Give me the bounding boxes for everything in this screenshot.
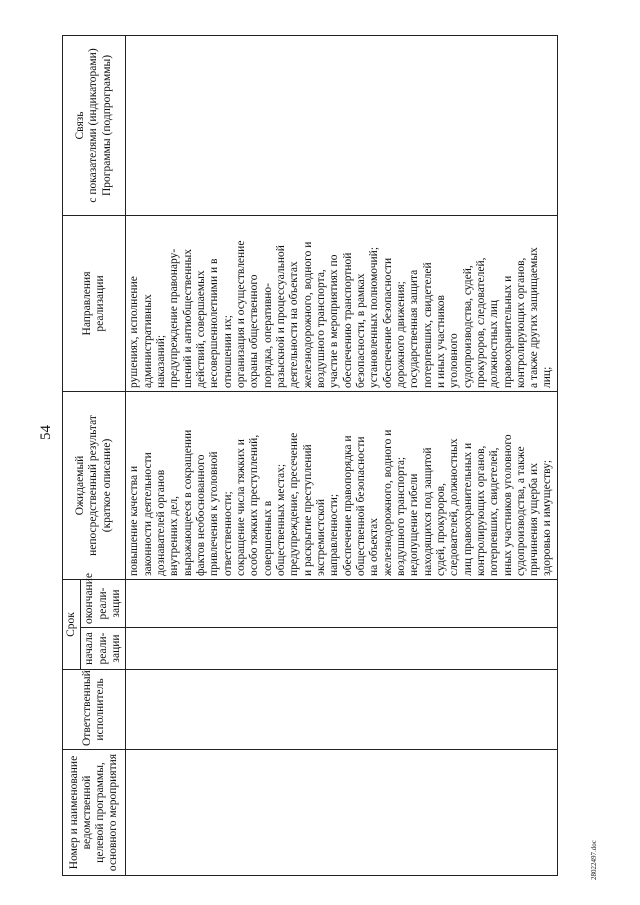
cell-link (126, 35, 558, 215)
document-filename: 28022497.doc (590, 840, 598, 880)
header-term: Срок (63, 579, 81, 669)
cell-responsible (126, 670, 558, 750)
header-expected-result: Ожидаемый непосредственный результат (краткое описание) (63, 391, 126, 579)
table-row (126, 35, 558, 875)
header-end: окончание реали- зации (81, 579, 126, 627)
header-directions: Направления реализации (63, 215, 126, 391)
header-start: начала реали- зации (81, 628, 126, 670)
cell-directions: рушениях, исполнение административных наказаний; предупреждение правонару- шений и антиобщественных действий, совершаемых несовершеннолетними и в отношении их; организация и осуществление охраны общественного порядка, оперативно- разыскной и процессуальной деятельности на объектах железнодорожного, водного и воздушного транспорта, участие в мероприятиях по обеспечению транспортной безопасности, в рамках установленных полномочий; обеспечение безопасности дорожного движения; государственная защита потерпевших, свидетелей и иных участников уголовного судопроизводства, судей, прокуроров, следователей, должностных лиц правоохранительных и контролирующих органов, а также других защищаемых лиц; (126, 215, 558, 391)
cell-expected-result: повышение качества и законности деятельности дознавателей органов внутренних дел, выражающееся в сокращении фактов необоснованного привлечения к уголовной ответственности; сокращение числа тяжких и особо тяжких преступлений, совершенных в общественных местах; предупреждение, пресечение и раскрытие преступлений экстремистской направленности; обеспечение правопорядка и общественной безопасности на объектах железнодорожного, водного и воздушного транспорта; недопущение гибели находящихся под защитой судей, прокуроров, следователей, должностных лиц правоохранительных и контролирующих органов, потерпевших, свидетелей, иных участников уголовного судопроизводства, а также причинения ущерба их здоровью и имуществу; (126, 391, 558, 579)
header-responsible: Ответственный исполнитель (63, 670, 126, 750)
header-link: Связь с показателями (индикаторами) Программы (подпрограммы) (63, 35, 126, 215)
cell-start (126, 628, 558, 670)
page-number: 54 (38, 425, 54, 440)
program-table (62, 35, 558, 876)
cell-end (126, 579, 558, 627)
header-number-name: Номер и наименование ведомственной целевой программы, основного мероприятия (63, 750, 126, 876)
rotated-table-wrapper (62, 36, 552, 876)
cell-number-name (126, 750, 558, 876)
